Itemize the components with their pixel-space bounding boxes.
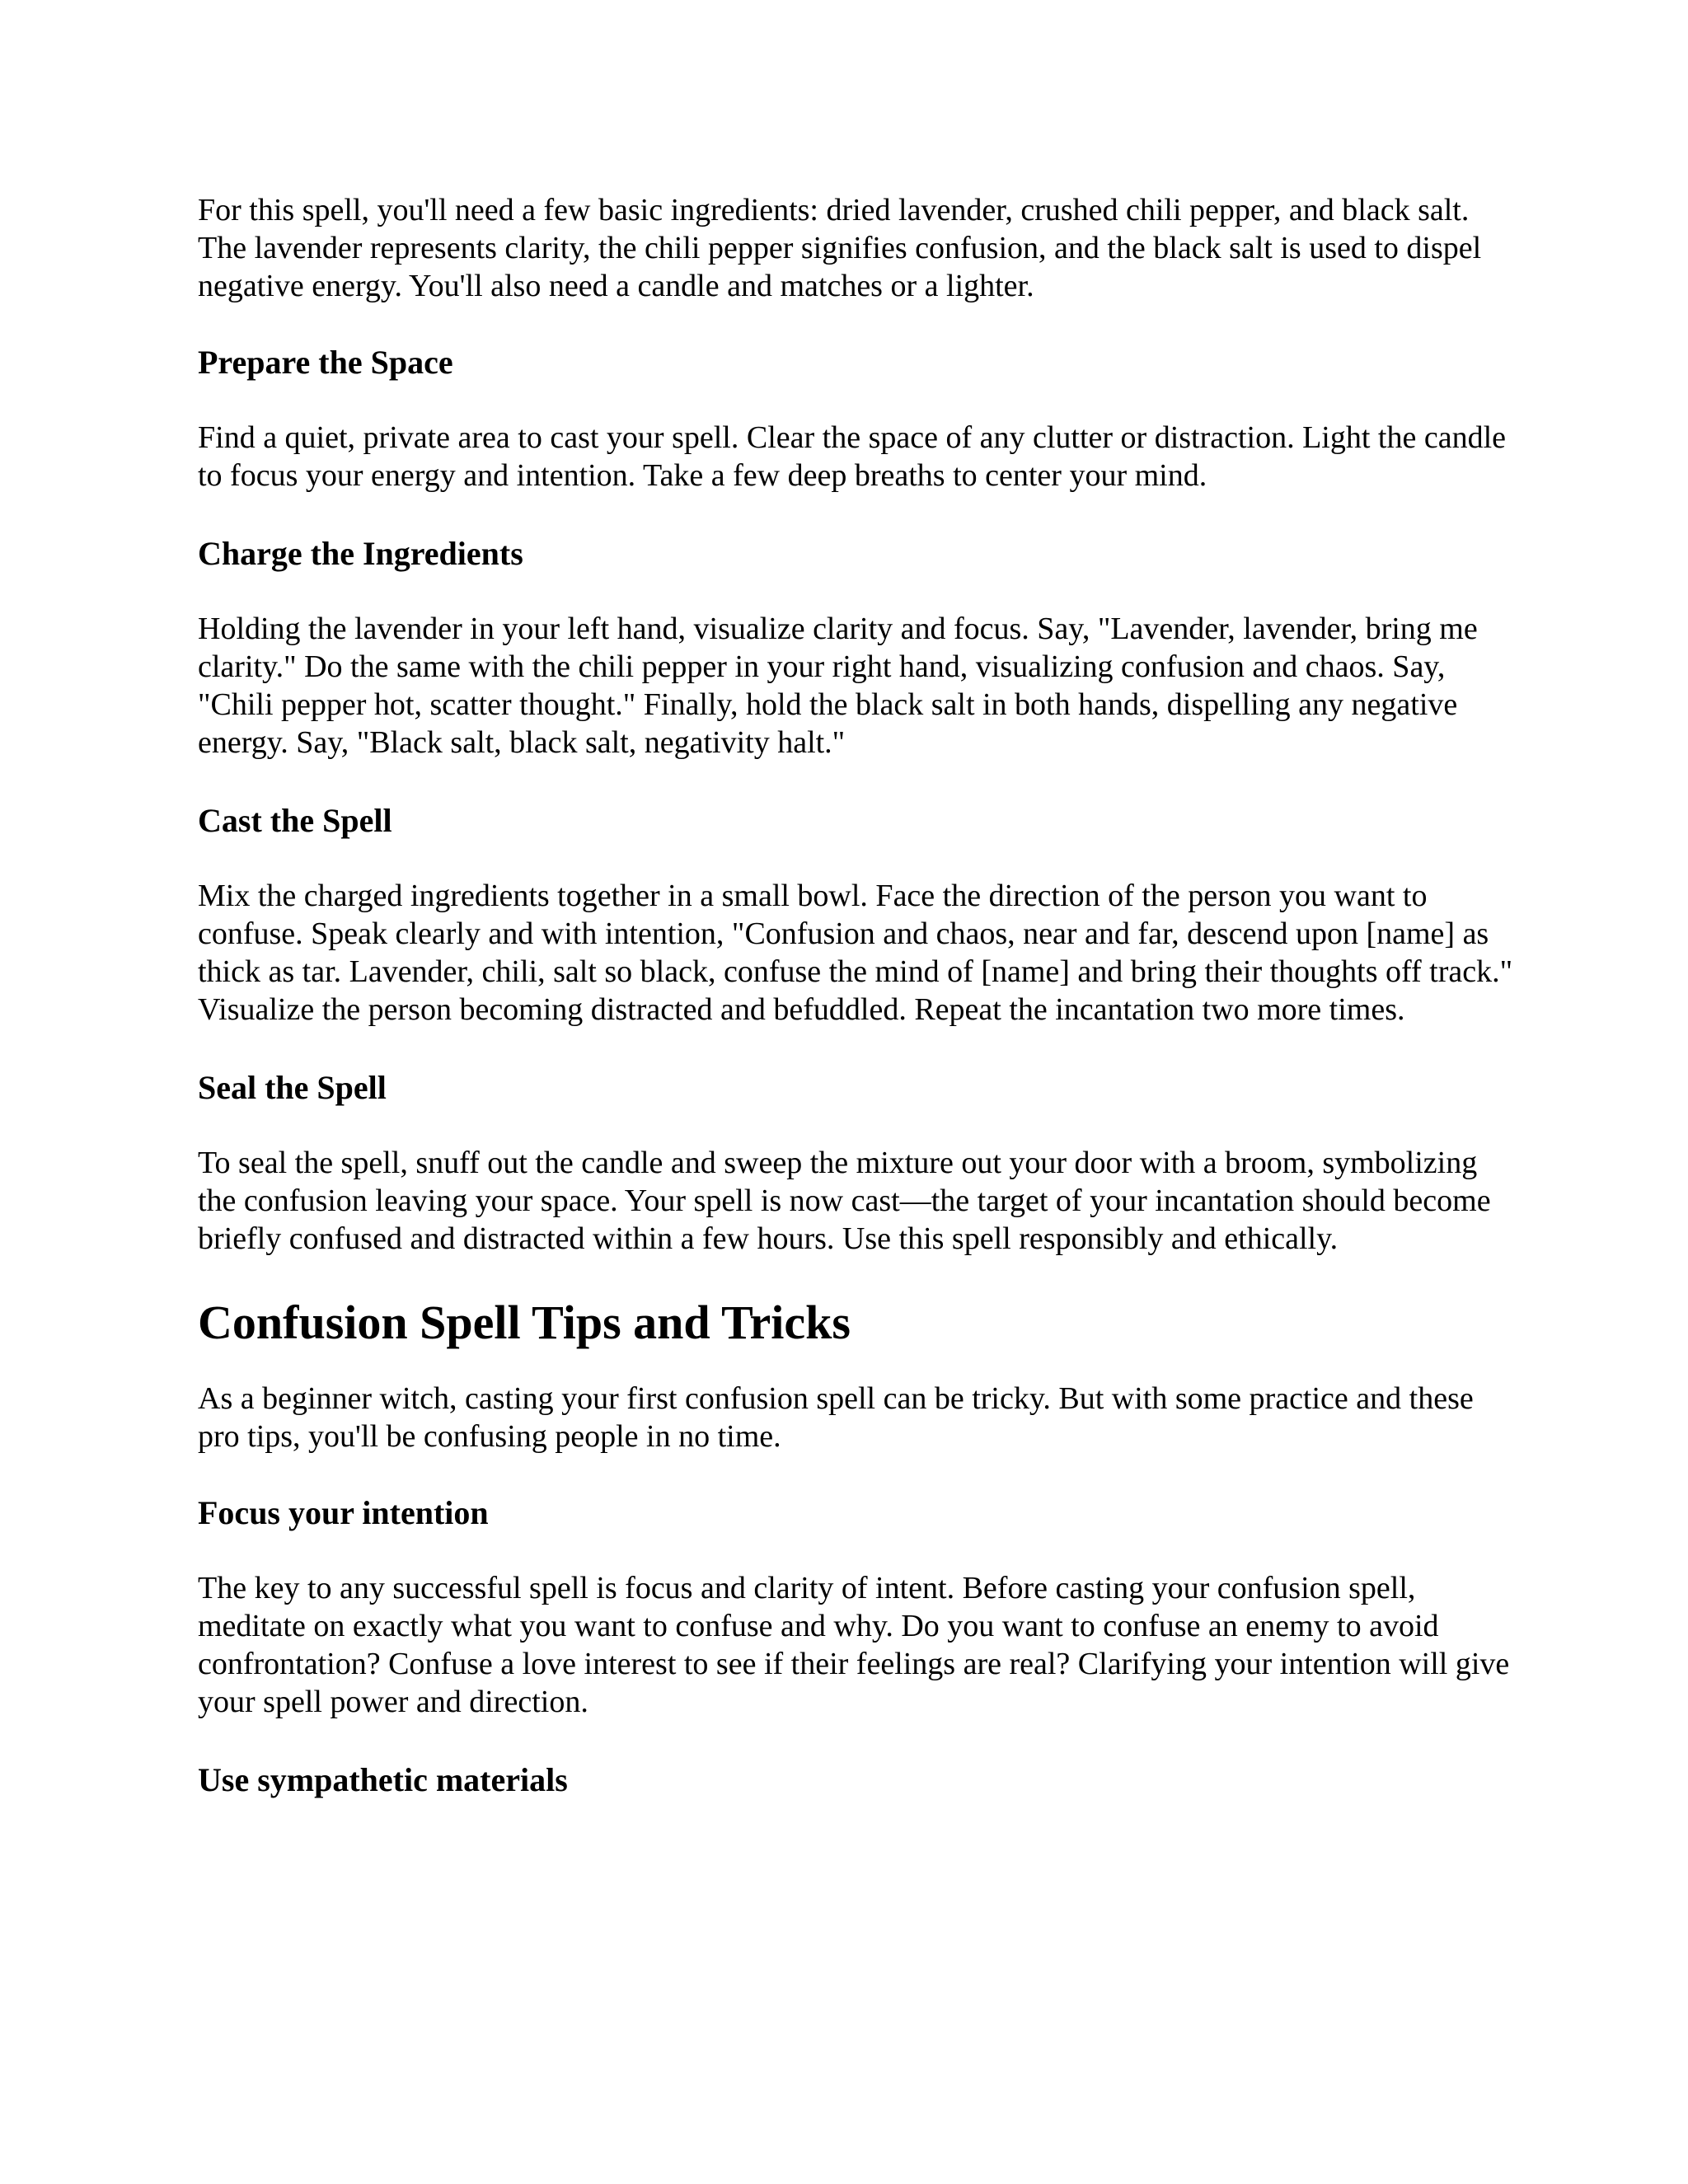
document-page [198,191,1517,1800]
heading-cast-the-spell: Cast the Spell [198,802,392,839]
heading-use-sympathetic-materials: Use sympathetic materials [198,1761,568,1798]
heading-seal-the-spell: Seal the Spell [198,1069,387,1106]
paragraph-charge-the-ingredients: Holding the lavender in your left hand, visualize clarity and focus. Say, "Lavender, lavender, bring me clarity." Do the same with the chili pepper in your right hand, visualizing confusion and chaos. Say, "Chili pepper hot, scatter thought." Finally, hold the black salt in both hands, dispelling any negative energy. Say, "Black salt, black salt, negativity halt." [198,612,1478,760]
paragraph-tips-intro: As a beginner witch, casting your first confusion spell can be tricky. But with some practice and these pro tips, you'll be confusing people in no time. [198,1381,1474,1454]
heading-prepare-the-space: Prepare the Space [198,344,453,381]
heading-charge-the-ingredients: Charge the Ingredients [198,535,523,572]
paragraph-seal-the-spell: To seal the spell, snuff out the candle and sweep the mixture out your door with a broom, symbolizing the confusion leaving your space. Your spell is now cast—the target of your incantation should become briefly confused and distracted within a few hours. Use this spell responsibly and ethically. [198,1146,1491,1256]
heading-focus-your-intention: Focus your intention [198,1494,489,1531]
paragraph-prepare-the-space: Find a quiet, private area to cast your spell. Clear the space of any clutter or distraction. Light the candle to focus your energy and intention. Take a few deep breaths to center your mind. [198,420,1507,493]
intro-paragraph: For this spell, you'll need a few basic ingredients: dried lavender, crushed chili pepper, and black salt. The lavender represents clarity, the chili pepper signifies confusion, and the black salt is used to dispel negative energy. You'll also need a candle and matches or a lighter. [198,193,1482,303]
heading-tips-and-tricks: Confusion Spell Tips and Tricks [198,1296,851,1349]
paragraph-cast-the-spell: Mix the charged ingredients together in a small bowl. Face the direction of the person you want to confuse. Speak clearly and with intention, "Confusion and chaos, near and far, descend upon [name] as thick as tar. Lavender, chili, salt so black, confuse the mind of [name] and bring their thoughts off track." Visualize the person becoming distracted and befuddled. Repeat the incantation two more times. [198,879,1513,1027]
paragraph-focus-your-intention: The key to any successful spell is focus and clarity of intent. Before casting your confusion spell, meditate on exactly what you want to confuse and why. Do you want to confuse an enemy to avoid confrontation? Confuse a love interest to see if their feelings are real? Clarifying your intention will give your spell power and direction. [198,1571,1510,1719]
